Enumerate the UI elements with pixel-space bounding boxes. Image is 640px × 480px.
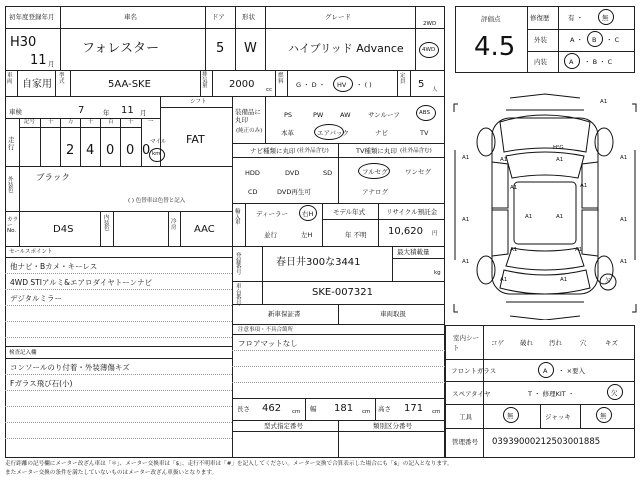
notes-value: フロアマットなし [238, 339, 298, 348]
exterior-note: ( ) 色替車は色替と記入 [128, 198, 186, 204]
equip-ps: PS [284, 111, 293, 119]
vehicle-manual: 車両取扱 [380, 310, 406, 318]
equip-sunroof: サンルーフ [368, 111, 400, 119]
color-no-label: カラーNo. [7, 217, 19, 234]
equipment-sub-label: (純正のみ) [236, 128, 263, 134]
max-load-label: 最大積載量 [397, 248, 430, 256]
capacity-unit: 人 [432, 87, 438, 93]
tv-analog: アナログ [362, 188, 388, 196]
fuel-hv: HV [337, 81, 347, 89]
recycle-unit: 円 [432, 231, 438, 237]
equip-leather: 本革 [281, 129, 294, 137]
notes-label: 注意事項・不具合箇所 [238, 327, 294, 333]
equipment-label: 装備品に丸印 [235, 108, 261, 125]
equip-tv: TV [420, 129, 429, 137]
import-left: 左H [301, 231, 313, 239]
diag-mark-14: A1 [620, 217, 628, 223]
front-glass-label: フロントガラス [451, 367, 497, 375]
inspection-label: 車検 [9, 108, 22, 116]
mileage-digit-0: 2 [66, 143, 75, 158]
management-label: 管理番号 [452, 438, 478, 446]
diag-mark-center: H²G [553, 145, 564, 151]
registration-value: 春日井300な3441 [276, 257, 361, 268]
interior-rating-a: A [569, 58, 574, 66]
model-year-value: 年 不明 [345, 231, 367, 239]
exterior-value: ブラック [36, 173, 70, 183]
equip-abs: ABS [419, 110, 430, 116]
diag-side-mark: 欠 [605, 278, 611, 284]
grade-value: ハイブリッド Advance [288, 42, 404, 55]
exterior-rating-b: B [592, 36, 597, 44]
jack-none: 無 [600, 412, 607, 420]
import-dealer: ディーラー [256, 210, 288, 218]
car-name: フォレスター [82, 41, 159, 56]
capacity-label: 定員 [400, 73, 406, 85]
length-value: 462 [262, 403, 282, 414]
diag-mark-8: A1 [575, 247, 583, 253]
ac-label: 冷房 [171, 219, 177, 231]
model-label: 型式 [59, 73, 65, 85]
spare-tire-label: スペアタイヤ [452, 390, 491, 398]
jack-label: ジャッキ [545, 413, 571, 421]
inspector-line-1: コンソールのり付着・外装薄傷キズ [10, 363, 130, 372]
doors-value: 5 [216, 41, 225, 56]
diag-mark-1: A1 [500, 157, 508, 163]
first-reg-month-unit: 月 [48, 60, 55, 68]
first-reg-label: 初年度登録年月 [9, 13, 55, 21]
grade-label: グレード [325, 13, 351, 21]
tv-oneseg: ワンセグ [405, 168, 431, 176]
diag-mark-9: A1 [500, 277, 508, 283]
ac-value: AAC [194, 224, 215, 235]
mileage-label: 走行 [8, 136, 15, 151]
new-car-warranty: 新車保証書 [268, 310, 301, 318]
first-reg-month: 11 [30, 53, 47, 68]
repair-none: 無 [602, 14, 609, 22]
displacement-value: 2000 [229, 79, 255, 90]
displacement-unit: cc [266, 87, 273, 93]
inspector-label: 検査記入欄 [9, 350, 37, 356]
exterior-rating-label: 外装 [534, 36, 547, 44]
height-label: 高さ [378, 405, 391, 413]
model-year-label: モデル年式 [333, 208, 366, 216]
chassis-label: 車台番号 [236, 284, 242, 307]
inspection-year-unit: 年 [103, 109, 110, 117]
diag-mark-4: A1 [580, 183, 588, 189]
fuel-options: G ・ D ・ [296, 81, 326, 89]
navi-type-sub: (社外品含む) [297, 148, 329, 154]
diag-mark-2: A1 [556, 157, 564, 163]
navi-type-label: ナビ種類に丸印 [250, 147, 296, 155]
navi-dvd-play: DVD再生可 [277, 188, 311, 196]
rating-label: 評価点 [481, 15, 501, 23]
doors-label: ドア [212, 13, 225, 21]
length-unit: cm [292, 409, 301, 415]
place-label-1: 万 [68, 119, 74, 125]
drive-2wd: 2WD [423, 21, 437, 27]
capacity-value: 5 [418, 79, 425, 90]
place-label-2: 千 [88, 119, 94, 125]
recycle-value: 10,620 [388, 226, 423, 237]
mileage-digit-1: 4 [86, 143, 95, 158]
color-no-value: D4S [53, 224, 74, 235]
sheet-tear: 破れ [520, 339, 533, 347]
inspection-month-unit: 月 [140, 109, 147, 117]
diag-mark-3: A1 [510, 185, 518, 191]
model-value: 5AA-SKE [108, 79, 151, 90]
management-value: 0393900021250300​1885 [492, 437, 601, 447]
diag-mark-15: A1 [462, 259, 470, 265]
height-unit: cm [432, 409, 441, 415]
inspection-year: 7 [78, 105, 85, 116]
import-parallel: 並行 [264, 231, 277, 239]
repair-label: 修復歴 [530, 14, 550, 22]
sales-point-3: デジタルミラー [10, 294, 63, 303]
inspector-line-2: Fガラス飛び石(小) [10, 379, 73, 388]
sales-points-label: セールスポイント [9, 249, 53, 255]
mileage-unit-km: km [152, 151, 161, 157]
place-label-5: 一 [148, 119, 154, 125]
place-label-3: 百 [108, 119, 114, 125]
interior-sheet-label: 室内シート [453, 334, 479, 352]
sheet-dirt: 汚れ [549, 339, 562, 347]
height-value: 171 [404, 403, 424, 414]
navi-dvd: DVD [285, 169, 300, 177]
diag-mark-17: A1 [600, 99, 608, 105]
interior-color-label: 内装色 [104, 215, 110, 232]
mileage-unit-mile: マイル [150, 139, 167, 145]
displacement-label: 排気量 [202, 72, 208, 89]
mileage-record-label: 記号 [24, 119, 36, 125]
exterior-label: 外装色 [8, 177, 14, 194]
spare-tire-rest: T ・ 修理KIT ・ [528, 390, 575, 398]
diag-mark-6: A1 [556, 214, 564, 220]
interior-rating-label: 内装 [534, 58, 547, 66]
import-label: 輸入車 [235, 209, 241, 226]
inspection-month: 11 [121, 105, 134, 116]
car-name-label: 車名 [124, 13, 137, 21]
footer-line-1: 走行距離の記号欄にメーター改ざん車は「＊」、メーター交換車は「$」、走行不明車は「#」を記入してください。メーター交換で合算表示した場合にも「$」の記入となります。 [5, 461, 453, 467]
import-right: 右H [302, 210, 314, 218]
exterior-rating-a: A ・ [570, 36, 584, 44]
diag-mark-13: A1 [462, 217, 470, 223]
equip-navi: ナビ [375, 129, 388, 137]
footer-line-2: またメーター交換の条件を満たしていないものはメーター改ざん車扱いとなります。 [5, 470, 218, 476]
diag-mark-11: A1 [462, 155, 470, 161]
registration-label: 登録番号 [236, 253, 242, 276]
diag-mark-7: A1 [510, 247, 518, 253]
mileage-digit-2: 0 [106, 143, 115, 158]
diag-mark-5: A1 [525, 214, 533, 220]
chassis-value: SKE-007321 [312, 287, 374, 298]
sales-point-2: 4WD STIアルミ&エアロダイヤトーンナビ [10, 278, 153, 287]
equip-aw: AW [340, 111, 351, 119]
diag-mark-16: A1 [620, 259, 628, 265]
first-reg-year: H30 [10, 35, 37, 50]
width-label: 幅 [310, 405, 317, 413]
navi-cd: CD [248, 188, 258, 196]
shift-label: シフト [190, 99, 207, 105]
use-label: 車両 [7, 73, 13, 85]
use-value: 自家用 [22, 79, 52, 90]
sheet-scratch: キズ [605, 339, 618, 347]
shape-value: W [244, 41, 257, 56]
drive-4wd: 4WD [422, 47, 436, 53]
place-label-4: 十 [128, 119, 134, 125]
mileage-digit-4: 0 [142, 143, 151, 158]
repair-yes: 有 ・ [568, 14, 584, 22]
classification-label: 類別区分番号 [373, 422, 412, 430]
equip-airbag: エアバック [317, 129, 349, 137]
sheet-hole: 穴 [580, 339, 587, 347]
tools-none: 無 [507, 412, 514, 420]
front-glass-a: A [543, 367, 548, 375]
equip-pw: PW [313, 111, 324, 119]
fuel-other: ・ ( ) [356, 81, 372, 89]
diag-mark-12: A1 [620, 155, 628, 161]
recycle-label: リサイクル預託金 [386, 208, 438, 216]
sheet-burn: コゲ [491, 339, 504, 347]
type-designation-label: 型式指定番号 [264, 422, 303, 430]
rating-value: 4.5 [474, 32, 516, 62]
mileage-digit-3: 0 [126, 143, 135, 158]
front-glass-rest: ・ ×要入 [558, 367, 586, 375]
tools-label: 工具 [459, 413, 472, 421]
interior-rating-bc: ・ B ・ C [584, 58, 613, 66]
diag-mark-10: A1 [560, 277, 568, 283]
sales-point-1: 他ナビ・Bカメ・キーレス [10, 262, 98, 271]
place-label-0: 十 [48, 119, 54, 125]
tv-fullseg: フルセグ [362, 168, 388, 176]
length-label: 長さ [237, 405, 250, 413]
navi-sd: SD [323, 169, 333, 177]
tv-type-sub: (社外品含む) [400, 148, 432, 154]
shape-label: 形状 [242, 13, 255, 21]
spare-tire-missing: 欠 [611, 389, 618, 397]
fuel-label: 燃料 [278, 73, 284, 85]
width-unit: cm [362, 409, 371, 415]
width-value: 181 [334, 403, 354, 414]
navi-hdd: HDD [245, 169, 260, 177]
max-load-unit: kg [434, 270, 441, 276]
shift-value: FAT [186, 133, 205, 146]
car-damage-diagram [450, 90, 640, 320]
tv-type-label: TV種類に丸印 [356, 147, 397, 155]
exterior-rating-c: ・ C [606, 36, 620, 44]
